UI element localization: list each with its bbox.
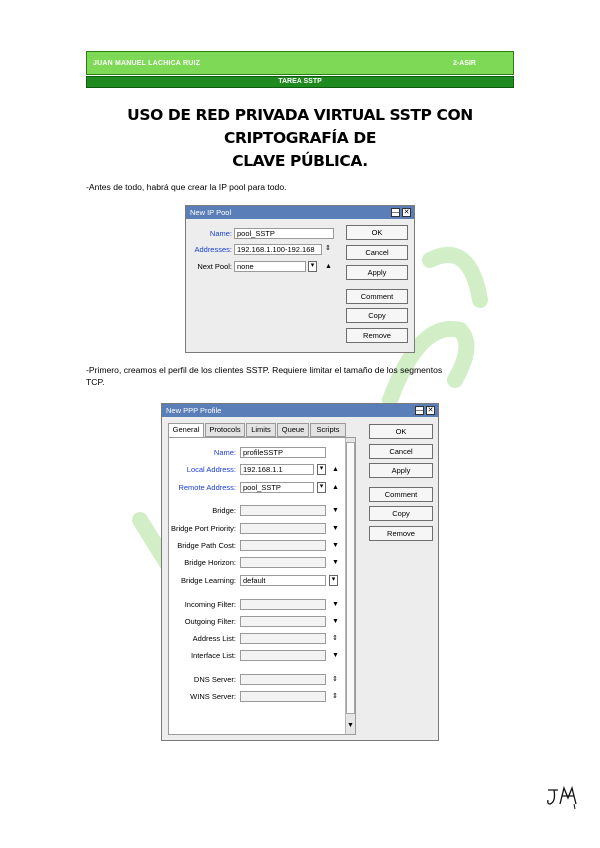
titlebar [186, 206, 414, 219]
local-address-field[interactable]: 192.168.1.1 [240, 464, 314, 475]
dropdown-icon[interactable]: ▾ [329, 575, 338, 586]
bridge-field[interactable] [240, 505, 326, 516]
paragraph-2 [86, 364, 516, 388]
tab-queue[interactable]: Queue [277, 423, 309, 437]
remote-address-field[interactable]: pool_SSTP [240, 482, 314, 493]
address-list-field[interactable] [240, 633, 326, 644]
scrollbar-thumb[interactable] [346, 442, 355, 714]
remove-button[interactable]: Remove [369, 526, 433, 541]
addresses-label: Addresses: [194, 245, 232, 254]
up-arrow-icon[interactable]: ▲ [332, 466, 339, 473]
bridge-horizon-field[interactable] [240, 557, 326, 568]
minimize-icon[interactable]: — [392, 209, 399, 216]
chevron-down-icon[interactable]: ▼ [332, 542, 339, 549]
wins-server-field[interactable] [240, 691, 326, 702]
close-icon[interactable]: ✕ [403, 209, 410, 216]
chevron-down-icon[interactable]: ▼ [332, 507, 339, 514]
author-name: JUAN MANUEL LACHICA RUIZ [93, 60, 201, 67]
interface-list-label: Interface List: [190, 651, 236, 660]
ok-button[interactable]: OK [369, 424, 433, 439]
up-arrow-icon[interactable]: ▲ [325, 263, 332, 270]
comment-button[interactable]: Comment [346, 289, 408, 304]
outgoing-filter-field[interactable] [240, 616, 326, 627]
updown-icon[interactable]: ⇕ [332, 693, 338, 700]
scroll-down-icon[interactable]: ▼ [347, 722, 354, 729]
apply-button[interactable]: Apply [369, 463, 433, 478]
bridge-learning-label: Bridge Learning: [180, 576, 236, 585]
name-field[interactable]: pool_SSTP [234, 228, 334, 239]
title-line-2: CLAVE PÚBLICA. [232, 152, 368, 170]
ip-pool-window [185, 205, 415, 353]
name-field[interactable]: profileSSTP [240, 447, 326, 458]
updown-icon[interactable]: ⇕ [332, 676, 338, 683]
tab-limits[interactable]: Limits [246, 423, 276, 437]
dropdown-icon[interactable]: ▾ [317, 464, 326, 475]
window-title: New PPP Profile [166, 406, 222, 415]
ppp-profile-window [161, 403, 439, 741]
cancel-button[interactable]: Cancel [346, 245, 408, 260]
up-arrow-icon[interactable]: ▲ [332, 484, 339, 491]
bridge-label: Bridge: [212, 506, 236, 515]
bridge-path-cost-label: Bridge Path Cost: [177, 541, 236, 550]
bridge-horizon-label: Bridge Horizon: [184, 558, 236, 567]
bridge-path-cost-field[interactable] [240, 540, 326, 551]
ok-button[interactable]: OK [346, 225, 408, 240]
name-label: Name: [209, 229, 232, 238]
dns-server-label: DNS Server: [193, 675, 236, 684]
outgoing-filter-label: Outgoing Filter: [184, 617, 236, 626]
dns-server-field[interactable] [240, 674, 326, 685]
address-list-label: Address List: [192, 634, 236, 643]
next-pool-label: Next Pool: [197, 262, 232, 271]
name-label: Name: [213, 448, 236, 457]
incoming-filter-label: Incoming Filter: [184, 600, 236, 609]
chevron-down-icon[interactable]: ▼ [332, 525, 339, 532]
apply-button[interactable]: Apply [346, 265, 408, 280]
dropdown-icon[interactable]: ▾ [317, 482, 326, 493]
paragraph-2-line-1: -Primero, creamos el perfil de los clientes SSTP. Requiere limitar el tamaño de los segmentos [86, 365, 443, 375]
minimize-icon[interactable]: — [416, 407, 423, 414]
cancel-button[interactable]: Cancel [369, 444, 433, 459]
bridge-port-priority-label: Bridge Port Priority: [170, 524, 236, 533]
updown-icon[interactable]: ⇕ [325, 245, 331, 252]
chevron-down-icon[interactable]: ▼ [332, 559, 339, 566]
chevron-down-icon[interactable]: ▼ [332, 618, 339, 625]
interface-list-field[interactable] [240, 650, 326, 661]
addresses-field[interactable]: 192.168.1.100-192.168 [234, 244, 322, 255]
comment-button[interactable]: Comment [369, 487, 433, 502]
paragraph-2-line-2: TCP. [86, 377, 105, 387]
wins-server-label: WINS Server: [190, 692, 236, 701]
chevron-down-icon[interactable]: ▼ [332, 601, 339, 608]
header-bar [86, 51, 514, 75]
course-label: 2-ASIR [453, 60, 476, 67]
subtitle-bar: TAREA SSTP [86, 76, 514, 88]
copy-button[interactable]: Copy [346, 308, 408, 323]
tab-scripts[interactable]: Scripts [310, 423, 346, 437]
signature [544, 782, 584, 810]
paragraph-1: -Antes de todo, habrá que crear la IP pool para todo. [86, 182, 287, 192]
local-address-label: Local Address: [186, 465, 236, 474]
bridge-learning-field[interactable]: default [240, 575, 326, 586]
dropdown-icon[interactable]: ▾ [308, 261, 317, 272]
next-pool-field[interactable]: none [234, 261, 306, 272]
chevron-down-icon[interactable]: ▼ [332, 652, 339, 659]
tab-protocols[interactable]: Protocols [205, 423, 245, 437]
scrollbar[interactable] [345, 438, 355, 734]
updown-icon[interactable]: ⇕ [332, 635, 338, 642]
tab-general[interactable]: General [168, 423, 204, 438]
remote-address-label: Remote Address: [178, 483, 236, 492]
remove-button[interactable]: Remove [346, 328, 408, 343]
incoming-filter-field[interactable] [240, 599, 326, 610]
document-title [86, 104, 514, 173]
close-icon[interactable]: ✕ [427, 407, 434, 414]
bridge-port-priority-field[interactable] [240, 523, 326, 534]
window-title: New IP Pool [190, 208, 232, 217]
copy-button[interactable]: Copy [369, 506, 433, 521]
title-line-1: USO DE RED PRIVADA VIRTUAL SSTP CON CRIPTOGRAFÍA DE [127, 106, 473, 147]
titlebar [162, 404, 438, 417]
